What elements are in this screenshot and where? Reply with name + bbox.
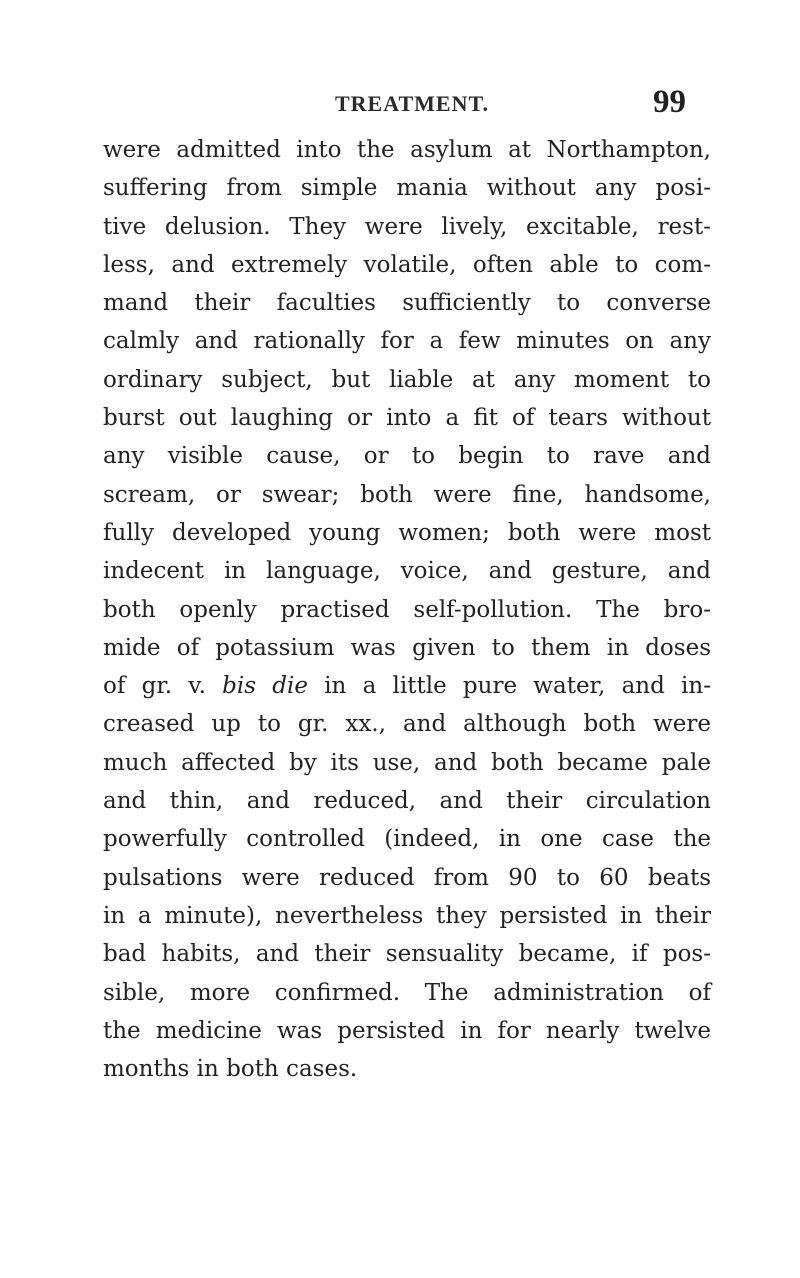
text-line: powerfully controlled (indeed, in one case the <box>103 826 711 853</box>
text-line-last: months in both cases. <box>103 1056 358 1083</box>
text-segment: in a little pure water, and in- <box>324 673 711 700</box>
text-line: mand their faculties sufficiently to converse <box>103 290 711 317</box>
text-line: the medicine was persisted in for nearly twelve <box>103 1017 711 1044</box>
text-line: tive delusion. They were lively, excitable, rest- <box>103 213 711 240</box>
text-segment: of gr. v. <box>103 673 223 700</box>
text-line: less, and extremely volatile, often able to com- <box>103 251 711 278</box>
text-line: fully developed young women; both were most <box>103 519 711 546</box>
text-line: calmly and rationally for a few minutes on any <box>103 328 711 355</box>
text-line: burst out laughing or into a fit of tears without <box>103 405 711 432</box>
text-line: and thin, and reduced, and their circulation <box>103 788 711 815</box>
text-line-mixed <box>103 667 711 705</box>
running-title: TREATMENT. <box>335 91 490 116</box>
text-line: ordinary subject, but liable at any moment to <box>103 366 711 393</box>
text-line: sible, more confirmed. The administration of <box>103 979 711 1006</box>
text-line: any visible cause, or to begin to rave and <box>103 443 711 470</box>
text-line: both openly practised self-pollution. The bro- <box>103 596 711 623</box>
text-line: mide of potassium was given to them in doses <box>103 634 711 661</box>
text-line: were admitted into the asylum at Northampton, <box>103 137 711 163</box>
text-line: bad habits, and their sensuality became, if pos- <box>103 941 711 968</box>
text-line: much affected by its use, and both became pale <box>103 749 711 776</box>
body-paragraph <box>103 131 711 1088</box>
text-line: suffering from simple mania without any posi- <box>103 175 711 202</box>
text-line: indecent in language, voice, and gesture, and <box>103 558 711 585</box>
italic-phrase: bis die <box>222 673 308 700</box>
text-line: pulsations were reduced from 90 to 60 beats <box>103 864 711 891</box>
text-line: creased up to gr. xx., and although both were <box>103 711 711 738</box>
text-line: in a minute), nevertheless they persisted in their <box>103 902 711 929</box>
running-head <box>0 84 800 124</box>
text-line: scream, or swear; both were fine, handsome, <box>103 481 711 508</box>
page-number: 99 <box>653 84 686 120</box>
